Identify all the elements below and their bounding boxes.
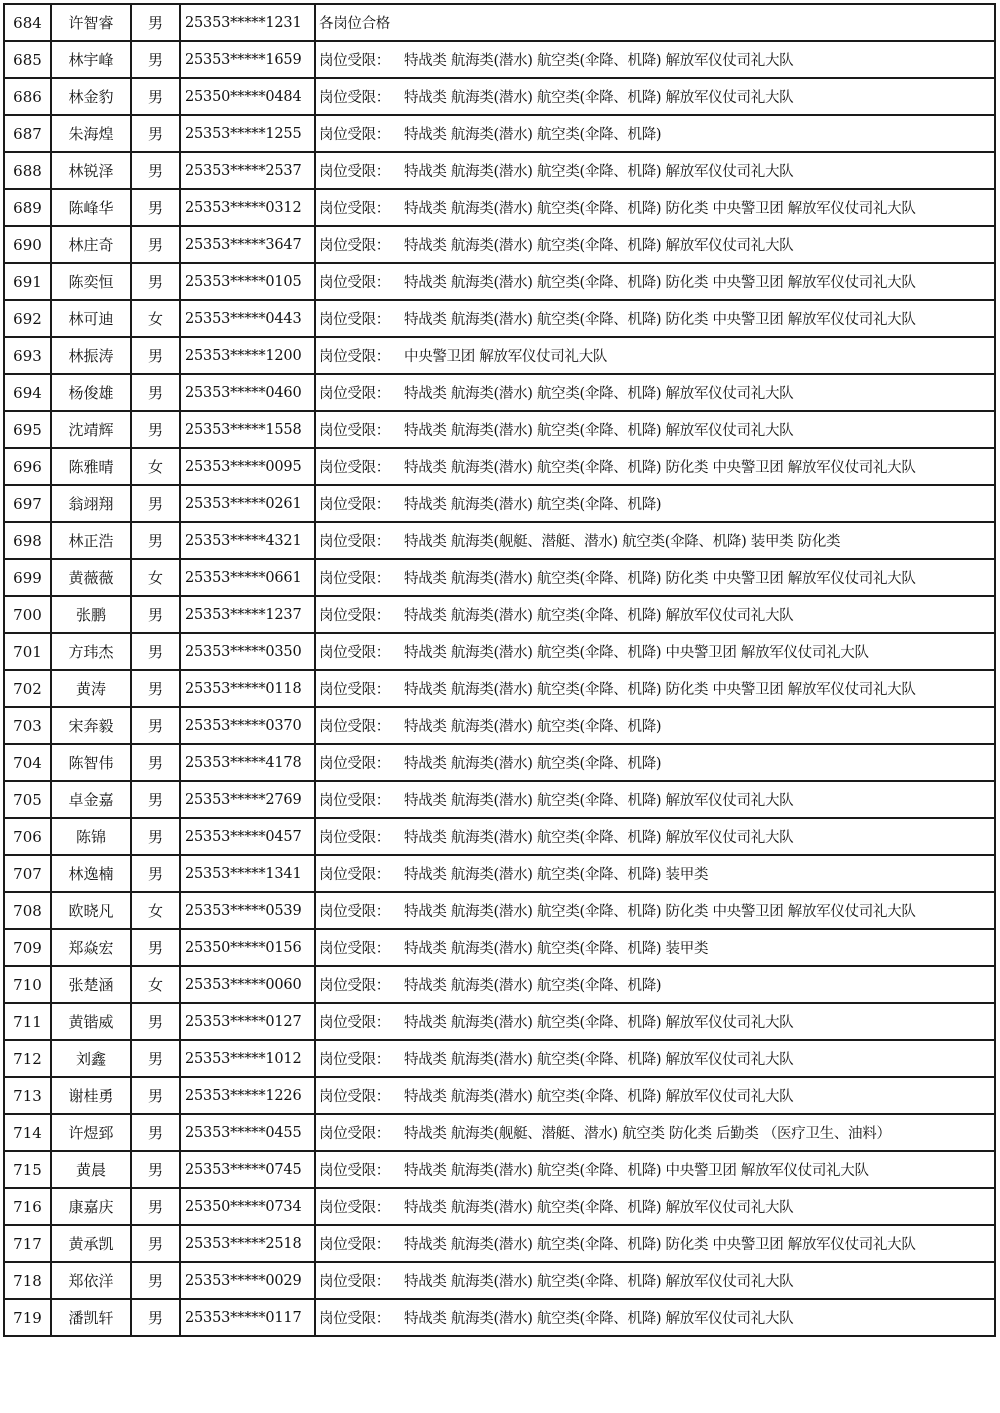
remark-text: 特战类 航海类(潜水) 航空类(伞降、机降) 解放军仪仗司礼大队	[404, 793, 794, 809]
remark-prefix: 岗位受限：	[319, 682, 390, 698]
row-number: 693	[4, 337, 51, 374]
remark-text: 中央警卫团 解放军仪仗司礼大队	[404, 349, 608, 365]
remark-text: 特战类 航海类(潜水) 航空类(伞降、机降)	[404, 497, 662, 513]
remark-prefix: 岗位受限：	[319, 275, 390, 291]
candidate-sex: 男	[131, 781, 180, 818]
row-number: 714	[4, 1114, 51, 1151]
position-remark	[315, 1262, 995, 1299]
row-number: 715	[4, 1151, 51, 1188]
remark-text: 特战类 航海类(潜水) 航空类(伞降、机降) 解放军仪仗司礼大队	[404, 1089, 794, 1105]
row-number: 686	[4, 78, 51, 115]
row-number: 698	[4, 522, 51, 559]
candidate-name: 卓金嘉	[51, 781, 131, 818]
candidate-name: 陈峰华	[51, 189, 131, 226]
remark-prefix: 岗位受限：	[319, 830, 390, 846]
position-remark	[315, 189, 995, 226]
remark-text: 特战类 航海类(潜水) 航空类(伞降、机降) 解放军仪仗司礼大队	[404, 608, 794, 624]
position-remark	[315, 152, 995, 189]
remark-text: 特战类 航海类(潜水) 航空类(伞降、机降) 解放军仪仗司礼大队	[404, 90, 794, 106]
candidate-sex: 男	[131, 78, 180, 115]
candidate-name: 方玮杰	[51, 633, 131, 670]
remark-prefix: 岗位受限：	[319, 1200, 390, 1216]
table-row	[4, 1077, 995, 1114]
table-row	[4, 41, 995, 78]
position-remark	[315, 855, 995, 892]
candidate-id: 25353*****0455	[180, 1114, 315, 1151]
remark-text: 各岗位合格	[319, 16, 390, 32]
row-number: 685	[4, 41, 51, 78]
candidate-name: 林宇峰	[51, 41, 131, 78]
remark-prefix: 岗位受限：	[319, 793, 390, 809]
candidate-name: 黄涛	[51, 670, 131, 707]
remark-prefix: 岗位受限：	[319, 423, 390, 439]
row-number: 706	[4, 818, 51, 855]
candidate-id: 25353*****1226	[180, 1077, 315, 1114]
table-row	[4, 448, 995, 485]
position-remark	[315, 744, 995, 781]
candidate-sex: 男	[131, 189, 180, 226]
candidate-sex: 男	[131, 152, 180, 189]
remark-text: 特战类 航海类(潜水) 航空类(伞降、机降) 防化类 中央警卫团 解放军仪仗司礼大队	[404, 571, 916, 587]
candidate-id: 25353*****1231	[180, 4, 315, 41]
remark-prefix: 岗位受限：	[319, 127, 390, 143]
candidate-name: 黄锴威	[51, 1003, 131, 1040]
table-row	[4, 522, 995, 559]
candidate-sex: 男	[131, 1003, 180, 1040]
table-row	[4, 4, 995, 41]
table-row	[4, 226, 995, 263]
candidate-name: 杨俊雄	[51, 374, 131, 411]
candidate-name: 张楚涵	[51, 966, 131, 1003]
remark-text: 特战类 航海类(潜水) 航空类(伞降、机降) 防化类 中央警卫团 解放军仪仗司礼大队	[404, 904, 916, 920]
remark-text: 特战类 航海类(潜水) 航空类(伞降、机降)	[404, 719, 662, 735]
candidate-id: 25353*****0261	[180, 485, 315, 522]
candidate-id: 25353*****0117	[180, 1299, 315, 1336]
remark-prefix: 岗位受限：	[319, 1311, 390, 1327]
table-row	[4, 966, 995, 1003]
row-number: 701	[4, 633, 51, 670]
candidate-id: 25353*****0370	[180, 707, 315, 744]
remark-text: 特战类 航海类(潜水) 航空类(伞降、机降) 中央警卫团 解放军仪仗司礼大队	[404, 645, 869, 661]
position-remark	[315, 448, 995, 485]
table-row	[4, 374, 995, 411]
row-number: 704	[4, 744, 51, 781]
position-remark	[315, 1077, 995, 1114]
candidate-sex: 男	[131, 226, 180, 263]
position-remark	[315, 892, 995, 929]
candidate-sex: 男	[131, 929, 180, 966]
remark-text: 特战类 航海类(潜水) 航空类(伞降、机降) 解放军仪仗司礼大队	[404, 423, 794, 439]
candidate-sex: 男	[131, 670, 180, 707]
position-remark	[315, 1114, 995, 1151]
remark-prefix: 岗位受限：	[319, 460, 390, 476]
candidate-id: 25353*****4321	[180, 522, 315, 559]
remark-prefix: 岗位受限：	[319, 497, 390, 513]
remark-prefix: 岗位受限：	[319, 201, 390, 217]
candidate-name: 翁翊翔	[51, 485, 131, 522]
candidate-sex: 男	[131, 411, 180, 448]
candidate-id: 25350*****0156	[180, 929, 315, 966]
candidate-name: 黄晨	[51, 1151, 131, 1188]
remark-text: 特战类 航海类(潜水) 航空类(伞降、机降) 解放军仪仗司礼大队	[404, 1052, 794, 1068]
remark-text: 特战类 航海类(潜水) 航空类(伞降、机降) 防化类 中央警卫团 解放军仪仗司礼大队	[404, 682, 916, 698]
candidate-name: 许煜郅	[51, 1114, 131, 1151]
table-row	[4, 1151, 995, 1188]
remark-text: 特战类 航海类(潜水) 航空类(伞降、机降) 解放军仪仗司礼大队	[404, 164, 794, 180]
remark-text: 特战类 航海类(潜水) 航空类(伞降、机降) 解放军仪仗司礼大队	[404, 386, 794, 402]
candidate-id: 25350*****0484	[180, 78, 315, 115]
remark-text: 特战类 航海类(潜水) 航空类(伞降、机降) 中央警卫团 解放军仪仗司礼大队	[404, 1163, 869, 1179]
candidate-id: 25353*****4178	[180, 744, 315, 781]
row-number: 687	[4, 115, 51, 152]
candidate-name: 黄薇薇	[51, 559, 131, 596]
table-row	[4, 78, 995, 115]
candidate-id: 25353*****2518	[180, 1225, 315, 1262]
candidate-sex: 女	[131, 966, 180, 1003]
row-number: 719	[4, 1299, 51, 1336]
remark-prefix: 岗位受限：	[319, 867, 390, 883]
candidate-sex: 男	[131, 485, 180, 522]
remark-prefix: 岗位受限：	[319, 312, 390, 328]
table-row	[4, 892, 995, 929]
candidate-name: 许智睿	[51, 4, 131, 41]
candidate-sex: 男	[131, 1225, 180, 1262]
candidate-sex: 男	[131, 41, 180, 78]
position-remark	[315, 707, 995, 744]
remark-prefix: 岗位受限：	[319, 756, 390, 772]
remark-prefix: 岗位受限：	[319, 53, 390, 69]
candidate-name: 朱海煌	[51, 115, 131, 152]
position-remark	[315, 1003, 995, 1040]
candidate-sex: 男	[131, 4, 180, 41]
table-row	[4, 1262, 995, 1299]
candidate-sex: 男	[131, 744, 180, 781]
remark-text: 特战类 航海类(潜水) 航空类(伞降、机降) 防化类 中央警卫团 解放军仪仗司礼大队	[404, 460, 916, 476]
candidate-id: 25353*****0460	[180, 374, 315, 411]
candidate-sex: 男	[131, 633, 180, 670]
candidate-sex: 男	[131, 374, 180, 411]
remark-prefix: 岗位受限：	[319, 941, 390, 957]
remark-text: 特战类 航海类(潜水) 航空类(伞降、机降) 防化类 中央警卫团 解放军仪仗司礼大队	[404, 275, 916, 291]
candidate-id: 25350*****0734	[180, 1188, 315, 1225]
position-remark	[315, 929, 995, 966]
row-number: 712	[4, 1040, 51, 1077]
table-row	[4, 337, 995, 374]
table-row	[4, 152, 995, 189]
candidate-name: 郑依洋	[51, 1262, 131, 1299]
row-number: 705	[4, 781, 51, 818]
table-row	[4, 115, 995, 152]
table-row	[4, 559, 995, 596]
remark-prefix: 岗位受限：	[319, 349, 390, 365]
position-remark	[315, 966, 995, 1003]
remark-text: 特战类 航海类(潜水) 航空类(伞降、机降) 装甲类	[404, 867, 709, 883]
remark-prefix: 岗位受限：	[319, 1052, 390, 1068]
remark-prefix: 岗位受限：	[319, 386, 390, 402]
table-row	[4, 670, 995, 707]
remark-text: 特战类 航海类(潜水) 航空类(伞降、机降) 解放军仪仗司礼大队	[404, 1200, 794, 1216]
remark-prefix: 岗位受限：	[319, 1015, 390, 1031]
remark-prefix: 岗位受限：	[319, 534, 390, 550]
remark-prefix: 岗位受限：	[319, 1126, 390, 1142]
candidate-id: 25353*****2769	[180, 781, 315, 818]
candidate-name: 林金豹	[51, 78, 131, 115]
remark-prefix: 岗位受限：	[319, 1274, 390, 1290]
position-remark	[315, 522, 995, 559]
candidate-id: 25353*****3647	[180, 226, 315, 263]
candidate-id: 25353*****0457	[180, 818, 315, 855]
candidate-id: 25353*****1659	[180, 41, 315, 78]
row-number: 689	[4, 189, 51, 226]
results-table-body	[4, 4, 995, 1336]
position-remark	[315, 263, 995, 300]
candidate-id: 25353*****0118	[180, 670, 315, 707]
results-sheet	[3, 3, 996, 1337]
candidate-name: 谢桂勇	[51, 1077, 131, 1114]
remark-prefix: 岗位受限：	[319, 571, 390, 587]
table-row	[4, 596, 995, 633]
row-number: 697	[4, 485, 51, 522]
table-row	[4, 189, 995, 226]
row-number: 696	[4, 448, 51, 485]
candidate-id: 25353*****1237	[180, 596, 315, 633]
candidate-name: 宋奔毅	[51, 707, 131, 744]
position-remark	[315, 633, 995, 670]
candidate-name: 潘凯轩	[51, 1299, 131, 1336]
candidate-id: 25353*****0539	[180, 892, 315, 929]
row-number: 718	[4, 1262, 51, 1299]
row-number: 694	[4, 374, 51, 411]
remark-prefix: 岗位受限：	[319, 608, 390, 624]
table-row	[4, 485, 995, 522]
candidate-id: 25353*****0105	[180, 263, 315, 300]
position-remark	[315, 374, 995, 411]
candidate-sex: 男	[131, 855, 180, 892]
candidate-sex: 女	[131, 892, 180, 929]
position-remark	[315, 559, 995, 596]
table-row	[4, 781, 995, 818]
position-remark	[315, 781, 995, 818]
candidate-id: 25353*****1255	[180, 115, 315, 152]
remark-text: 特战类 航海类(潜水) 航空类(伞降、机降) 解放军仪仗司礼大队	[404, 238, 794, 254]
remark-prefix: 岗位受限：	[319, 978, 390, 994]
candidate-name: 陈奕恒	[51, 263, 131, 300]
remark-text: 特战类 航海类(潜水) 航空类(伞降、机降)	[404, 978, 662, 994]
candidate-sex: 男	[131, 263, 180, 300]
remark-text: 特战类 航海类(潜水) 航空类(伞降、机降) 解放军仪仗司礼大队	[404, 1311, 794, 1327]
row-number: 700	[4, 596, 51, 633]
candidate-id: 25353*****0745	[180, 1151, 315, 1188]
candidate-name: 黄承凯	[51, 1225, 131, 1262]
position-remark	[315, 4, 995, 41]
row-number: 703	[4, 707, 51, 744]
candidate-sex: 男	[131, 115, 180, 152]
candidate-sex: 男	[131, 1114, 180, 1151]
candidate-sex: 男	[131, 522, 180, 559]
candidate-name: 沈靖辉	[51, 411, 131, 448]
remark-text: 特战类 航海类(潜水) 航空类(伞降、机降) 防化类 中央警卫团 解放军仪仗司礼大队	[404, 1237, 916, 1253]
row-number: 702	[4, 670, 51, 707]
table-row	[4, 411, 995, 448]
candidate-sex: 男	[131, 818, 180, 855]
candidate-id: 25353*****1341	[180, 855, 315, 892]
remark-text: 特战类 航海类(潜水) 航空类(伞降、机降)	[404, 756, 662, 772]
table-row	[4, 300, 995, 337]
position-remark	[315, 485, 995, 522]
candidate-sex: 女	[131, 559, 180, 596]
row-number: 708	[4, 892, 51, 929]
position-remark	[315, 41, 995, 78]
remark-text: 特战类 航海类(潜水) 航空类(伞降、机降) 防化类 中央警卫团 解放军仪仗司礼大队	[404, 201, 916, 217]
table-row	[4, 929, 995, 966]
candidate-sex: 男	[131, 1299, 180, 1336]
table-row	[4, 744, 995, 781]
position-remark	[315, 1225, 995, 1262]
position-remark	[315, 115, 995, 152]
position-remark	[315, 670, 995, 707]
row-number: 717	[4, 1225, 51, 1262]
position-remark	[315, 300, 995, 337]
candidate-name: 林逸楠	[51, 855, 131, 892]
candidate-sex: 男	[131, 707, 180, 744]
remark-text: 特战类 航海类(潜水) 航空类(伞降、机降) 解放军仪仗司礼大队	[404, 53, 794, 69]
position-remark	[315, 1151, 995, 1188]
row-number: 695	[4, 411, 51, 448]
row-number: 699	[4, 559, 51, 596]
candidate-name: 欧晓凡	[51, 892, 131, 929]
position-remark	[315, 337, 995, 374]
remark-prefix: 岗位受限：	[319, 238, 390, 254]
position-remark	[315, 78, 995, 115]
table-row	[4, 1114, 995, 1151]
table-row	[4, 707, 995, 744]
row-number: 711	[4, 1003, 51, 1040]
candidate-id: 25353*****1200	[180, 337, 315, 374]
remark-text: 特战类 航海类(潜水) 航空类(伞降、机降)	[404, 127, 662, 143]
table-row	[4, 1188, 995, 1225]
row-number: 710	[4, 966, 51, 1003]
candidate-id: 25353*****0127	[180, 1003, 315, 1040]
position-remark	[315, 226, 995, 263]
candidate-name: 郑焱宏	[51, 929, 131, 966]
row-number: 713	[4, 1077, 51, 1114]
position-remark	[315, 1299, 995, 1336]
candidate-sex: 男	[131, 1262, 180, 1299]
row-number: 691	[4, 263, 51, 300]
position-remark	[315, 1040, 995, 1077]
table-row	[4, 818, 995, 855]
candidate-name: 康嘉庆	[51, 1188, 131, 1225]
remark-prefix: 岗位受限：	[319, 645, 390, 661]
remark-prefix: 岗位受限：	[319, 1089, 390, 1105]
candidate-id: 25353*****0095	[180, 448, 315, 485]
remark-prefix: 岗位受限：	[319, 1237, 390, 1253]
row-number: 709	[4, 929, 51, 966]
table-row	[4, 1225, 995, 1262]
remark-text: 特战类 航海类(潜水) 航空类(伞降、机降) 解放军仪仗司礼大队	[404, 830, 794, 846]
remark-text: 特战类 航海类(潜水) 航空类(伞降、机降) 解放军仪仗司礼大队	[404, 1015, 794, 1031]
candidate-name: 林振涛	[51, 337, 131, 374]
candidate-id: 25353*****0029	[180, 1262, 315, 1299]
candidate-sex: 男	[131, 1040, 180, 1077]
table-row	[4, 263, 995, 300]
row-number: 716	[4, 1188, 51, 1225]
remark-prefix: 岗位受限：	[319, 90, 390, 106]
candidate-name: 林正浩	[51, 522, 131, 559]
candidate-name: 陈智伟	[51, 744, 131, 781]
candidate-sex: 男	[131, 1151, 180, 1188]
position-remark	[315, 596, 995, 633]
candidate-name: 林庄奇	[51, 226, 131, 263]
row-number: 688	[4, 152, 51, 189]
remark-prefix: 岗位受限：	[319, 164, 390, 180]
position-remark	[315, 1188, 995, 1225]
candidate-id: 25353*****0350	[180, 633, 315, 670]
remark-text: 特战类 航海类(舰艇、潜艇、潜水) 航空类(伞降、机降) 装甲类 防化类	[404, 534, 841, 550]
table-row	[4, 1040, 995, 1077]
results-table	[3, 3, 996, 1337]
table-row	[4, 633, 995, 670]
remark-prefix: 岗位受限：	[319, 1163, 390, 1179]
candidate-name: 陈锦	[51, 818, 131, 855]
candidate-name: 林锐泽	[51, 152, 131, 189]
remark-text: 特战类 航海类(潜水) 航空类(伞降、机降) 装甲类	[404, 941, 709, 957]
candidate-sex: 男	[131, 337, 180, 374]
candidate-name: 张鹏	[51, 596, 131, 633]
row-number: 684	[4, 4, 51, 41]
candidate-id: 25353*****0443	[180, 300, 315, 337]
candidate-name: 刘鑫	[51, 1040, 131, 1077]
remark-text: 特战类 航海类(潜水) 航空类(伞降、机降) 解放军仪仗司礼大队	[404, 1274, 794, 1290]
row-number: 690	[4, 226, 51, 263]
candidate-id: 25353*****1558	[180, 411, 315, 448]
candidate-id: 25353*****1012	[180, 1040, 315, 1077]
remark-prefix: 岗位受限：	[319, 904, 390, 920]
candidate-id: 25353*****0312	[180, 189, 315, 226]
candidate-name: 陈雅晴	[51, 448, 131, 485]
candidate-id: 25353*****0661	[180, 559, 315, 596]
candidate-id: 25353*****2537	[180, 152, 315, 189]
candidate-name: 林可迪	[51, 300, 131, 337]
candidate-sex: 男	[131, 1077, 180, 1114]
table-row	[4, 855, 995, 892]
position-remark	[315, 411, 995, 448]
remark-text: 特战类 航海类(舰艇、潜艇、潜水) 航空类 防化类 后勤类 （医疗卫生、油料）	[404, 1126, 891, 1142]
row-number: 692	[4, 300, 51, 337]
position-remark	[315, 818, 995, 855]
candidate-sex: 女	[131, 300, 180, 337]
candidate-id: 25353*****0060	[180, 966, 315, 1003]
remark-prefix: 岗位受限：	[319, 719, 390, 735]
row-number: 707	[4, 855, 51, 892]
table-row	[4, 1003, 995, 1040]
remark-text: 特战类 航海类(潜水) 航空类(伞降、机降) 防化类 中央警卫团 解放军仪仗司礼大队	[404, 312, 916, 328]
candidate-sex: 女	[131, 448, 180, 485]
candidate-sex: 男	[131, 596, 180, 633]
candidate-sex: 男	[131, 1188, 180, 1225]
table-row	[4, 1299, 995, 1336]
